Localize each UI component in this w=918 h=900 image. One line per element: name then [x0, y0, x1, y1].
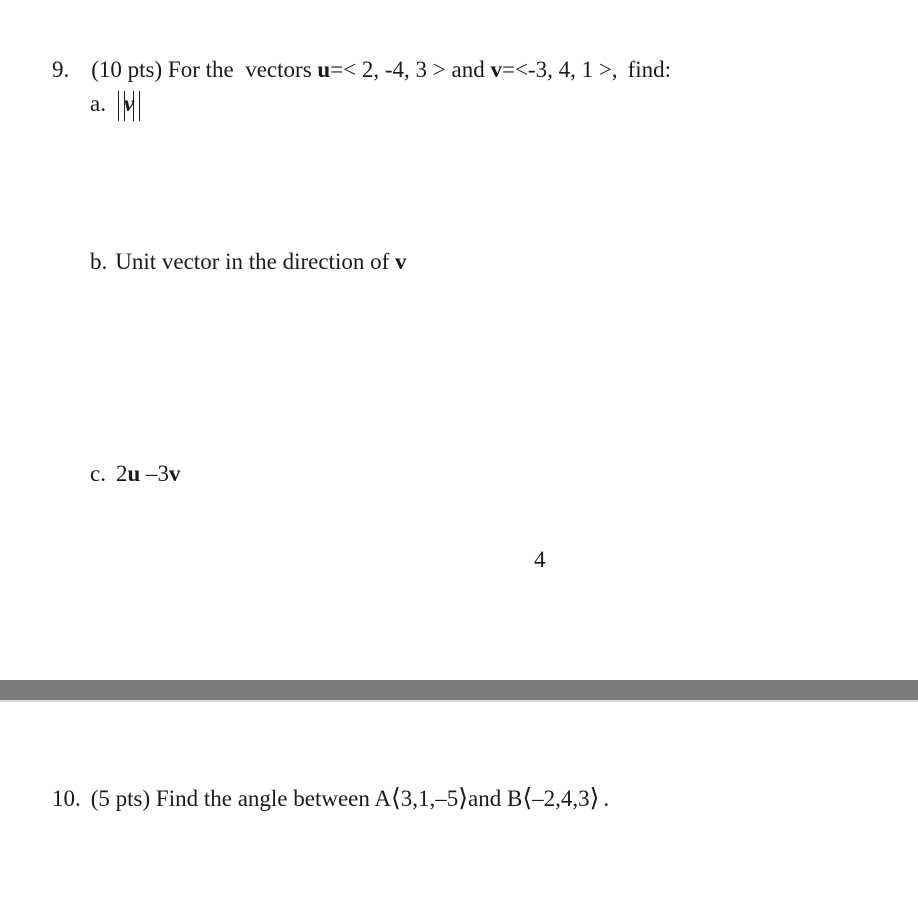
vector-a-components: 3,1,–5	[400, 786, 459, 811]
question-9-prompt: For the vectors	[167, 57, 312, 82]
part-c-coef: 2	[115, 461, 128, 486]
part-b-v-symbol: v	[395, 249, 407, 274]
question-9-points: (10 pts)	[91, 57, 163, 82]
part-c-label: c.	[90, 461, 106, 486]
vector-u-value: =< 2, -4, 3 >	[330, 57, 446, 82]
part-a-label: a.	[90, 91, 106, 116]
vector-v-value: =<-3, 4, 1 >,	[501, 57, 618, 82]
question-10-period: .	[603, 786, 610, 811]
part-a-line	[90, 89, 140, 119]
left-angle-bracket-b: ⟨	[522, 785, 533, 812]
question-9-number: 9.	[52, 57, 70, 82]
norm-of-v-expression	[118, 89, 140, 119]
question-10-number: 10.	[52, 786, 81, 811]
vector-v-symbol: v	[490, 57, 502, 82]
part-c-line	[90, 459, 181, 489]
part-b-label: b.	[90, 249, 108, 274]
vector-b-name: B	[507, 786, 523, 811]
part-b-text: Unit vector in the direction of	[115, 249, 390, 274]
question-9-line	[52, 55, 671, 85]
question-10-line	[52, 784, 609, 814]
question-10-points: (5 pts)	[90, 786, 151, 811]
norm-v-symbol: v	[123, 91, 135, 116]
vector-b-components: –2,4,3	[532, 786, 590, 811]
part-c-v-symbol: v	[169, 461, 181, 486]
part-c-u-symbol: u	[127, 461, 141, 486]
part-c-operator: –3	[146, 461, 170, 486]
and-word-10: and	[468, 786, 502, 811]
vector-u-symbol: u	[317, 57, 331, 82]
page-number: 4	[534, 547, 546, 572]
find-word: find:	[627, 57, 672, 82]
right-angle-bracket-a: ⟩	[458, 785, 469, 812]
vector-a-name: A	[374, 786, 391, 811]
question-10-text: Find the angle between	[155, 786, 370, 811]
right-angle-bracket-b: ⟩	[589, 785, 600, 812]
part-b-line	[90, 247, 407, 277]
left-angle-bracket-a: ⟨	[391, 785, 401, 812]
page-divider	[0, 680, 918, 702]
and-word: and	[451, 57, 485, 82]
